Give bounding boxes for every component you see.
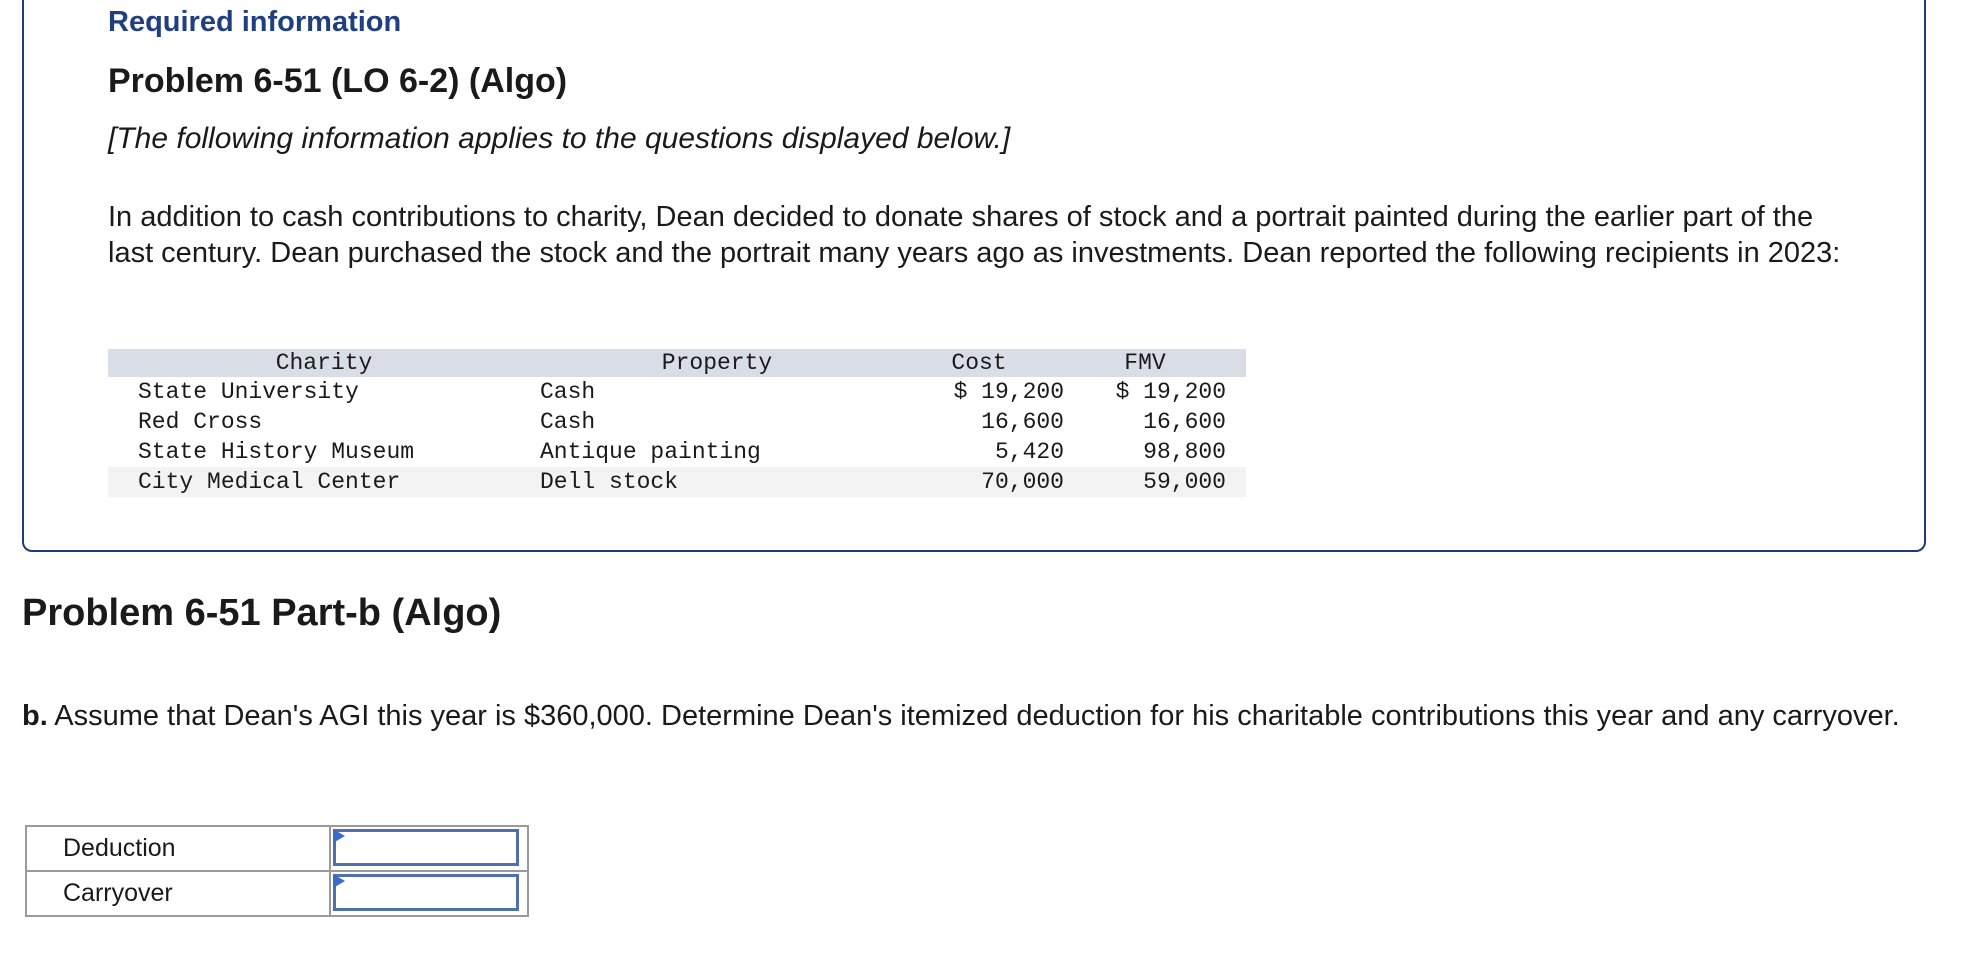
question-text (22, 698, 1922, 735)
fmv-cell: 98,800 (1143, 439, 1226, 465)
carryover-input[interactable] (333, 874, 519, 911)
instructions-note: [The following information applies to the questions displayed below.] (108, 122, 1011, 155)
cost-cell: 16,600 (981, 409, 1064, 435)
header-cost: Cost (894, 349, 1064, 377)
table-row (108, 467, 1246, 497)
header-property: Property (540, 349, 894, 377)
question-prefix: b. (22, 700, 48, 732)
charity-cell: State University (138, 379, 359, 405)
property-cell: Antique painting (540, 439, 761, 465)
answer-row-deduction (26, 826, 528, 871)
contributions-table (108, 349, 1246, 497)
part-title: Problem 6-51 Part-b (Algo) (22, 592, 502, 634)
carryover-cell (330, 871, 528, 916)
charity-cell: State History Museum (138, 439, 415, 465)
deduction-input[interactable] (333, 829, 519, 866)
header-charity: Charity (108, 349, 540, 377)
table-row (108, 377, 1246, 407)
question-body: Assume that Dean's AGI this year is $360,000. Determine Dean's itemized deduction for his charitable contributions this year and any carryover. (47, 700, 1900, 732)
required-info-heading: Required information (108, 6, 402, 38)
answer-table (25, 825, 529, 917)
cost-cell: 70,000 (894, 467, 1064, 497)
charity-cell: Red Cross (138, 409, 263, 435)
deduction-label: Deduction (26, 826, 330, 871)
fmv-cell: $ 19,200 (1115, 379, 1226, 405)
header-fmv: FMV (1064, 349, 1246, 377)
problem-description: In addition to cash contributions to charity, Dean decided to donate shares of stock and a portrait painted during the earlier part of the last century. Dean purchased the stock and the portrait many years ago as investments. Dean reported the following recipients in 2023: (108, 201, 1841, 269)
deduction-cell (330, 826, 528, 871)
table-header-row (108, 349, 1246, 377)
fmv-cell: 59,000 (1064, 467, 1246, 497)
answer-row-carryover (26, 871, 528, 916)
table-row (108, 407, 1246, 437)
cost-cell: 5,420 (994, 439, 1064, 465)
property-cell: Cash (540, 409, 596, 435)
cost-cell: $ 19,200 (953, 379, 1064, 405)
carryover-label: Carryover (26, 871, 330, 916)
table-row (108, 437, 1246, 467)
property-cell: Cash (540, 379, 596, 405)
problem-title: Problem 6-51 (LO 6-2) (Algo) (108, 62, 568, 100)
fmv-cell: 16,600 (1143, 409, 1226, 435)
property-cell: Dell stock (540, 467, 894, 497)
charity-cell: City Medical Center (108, 467, 540, 497)
